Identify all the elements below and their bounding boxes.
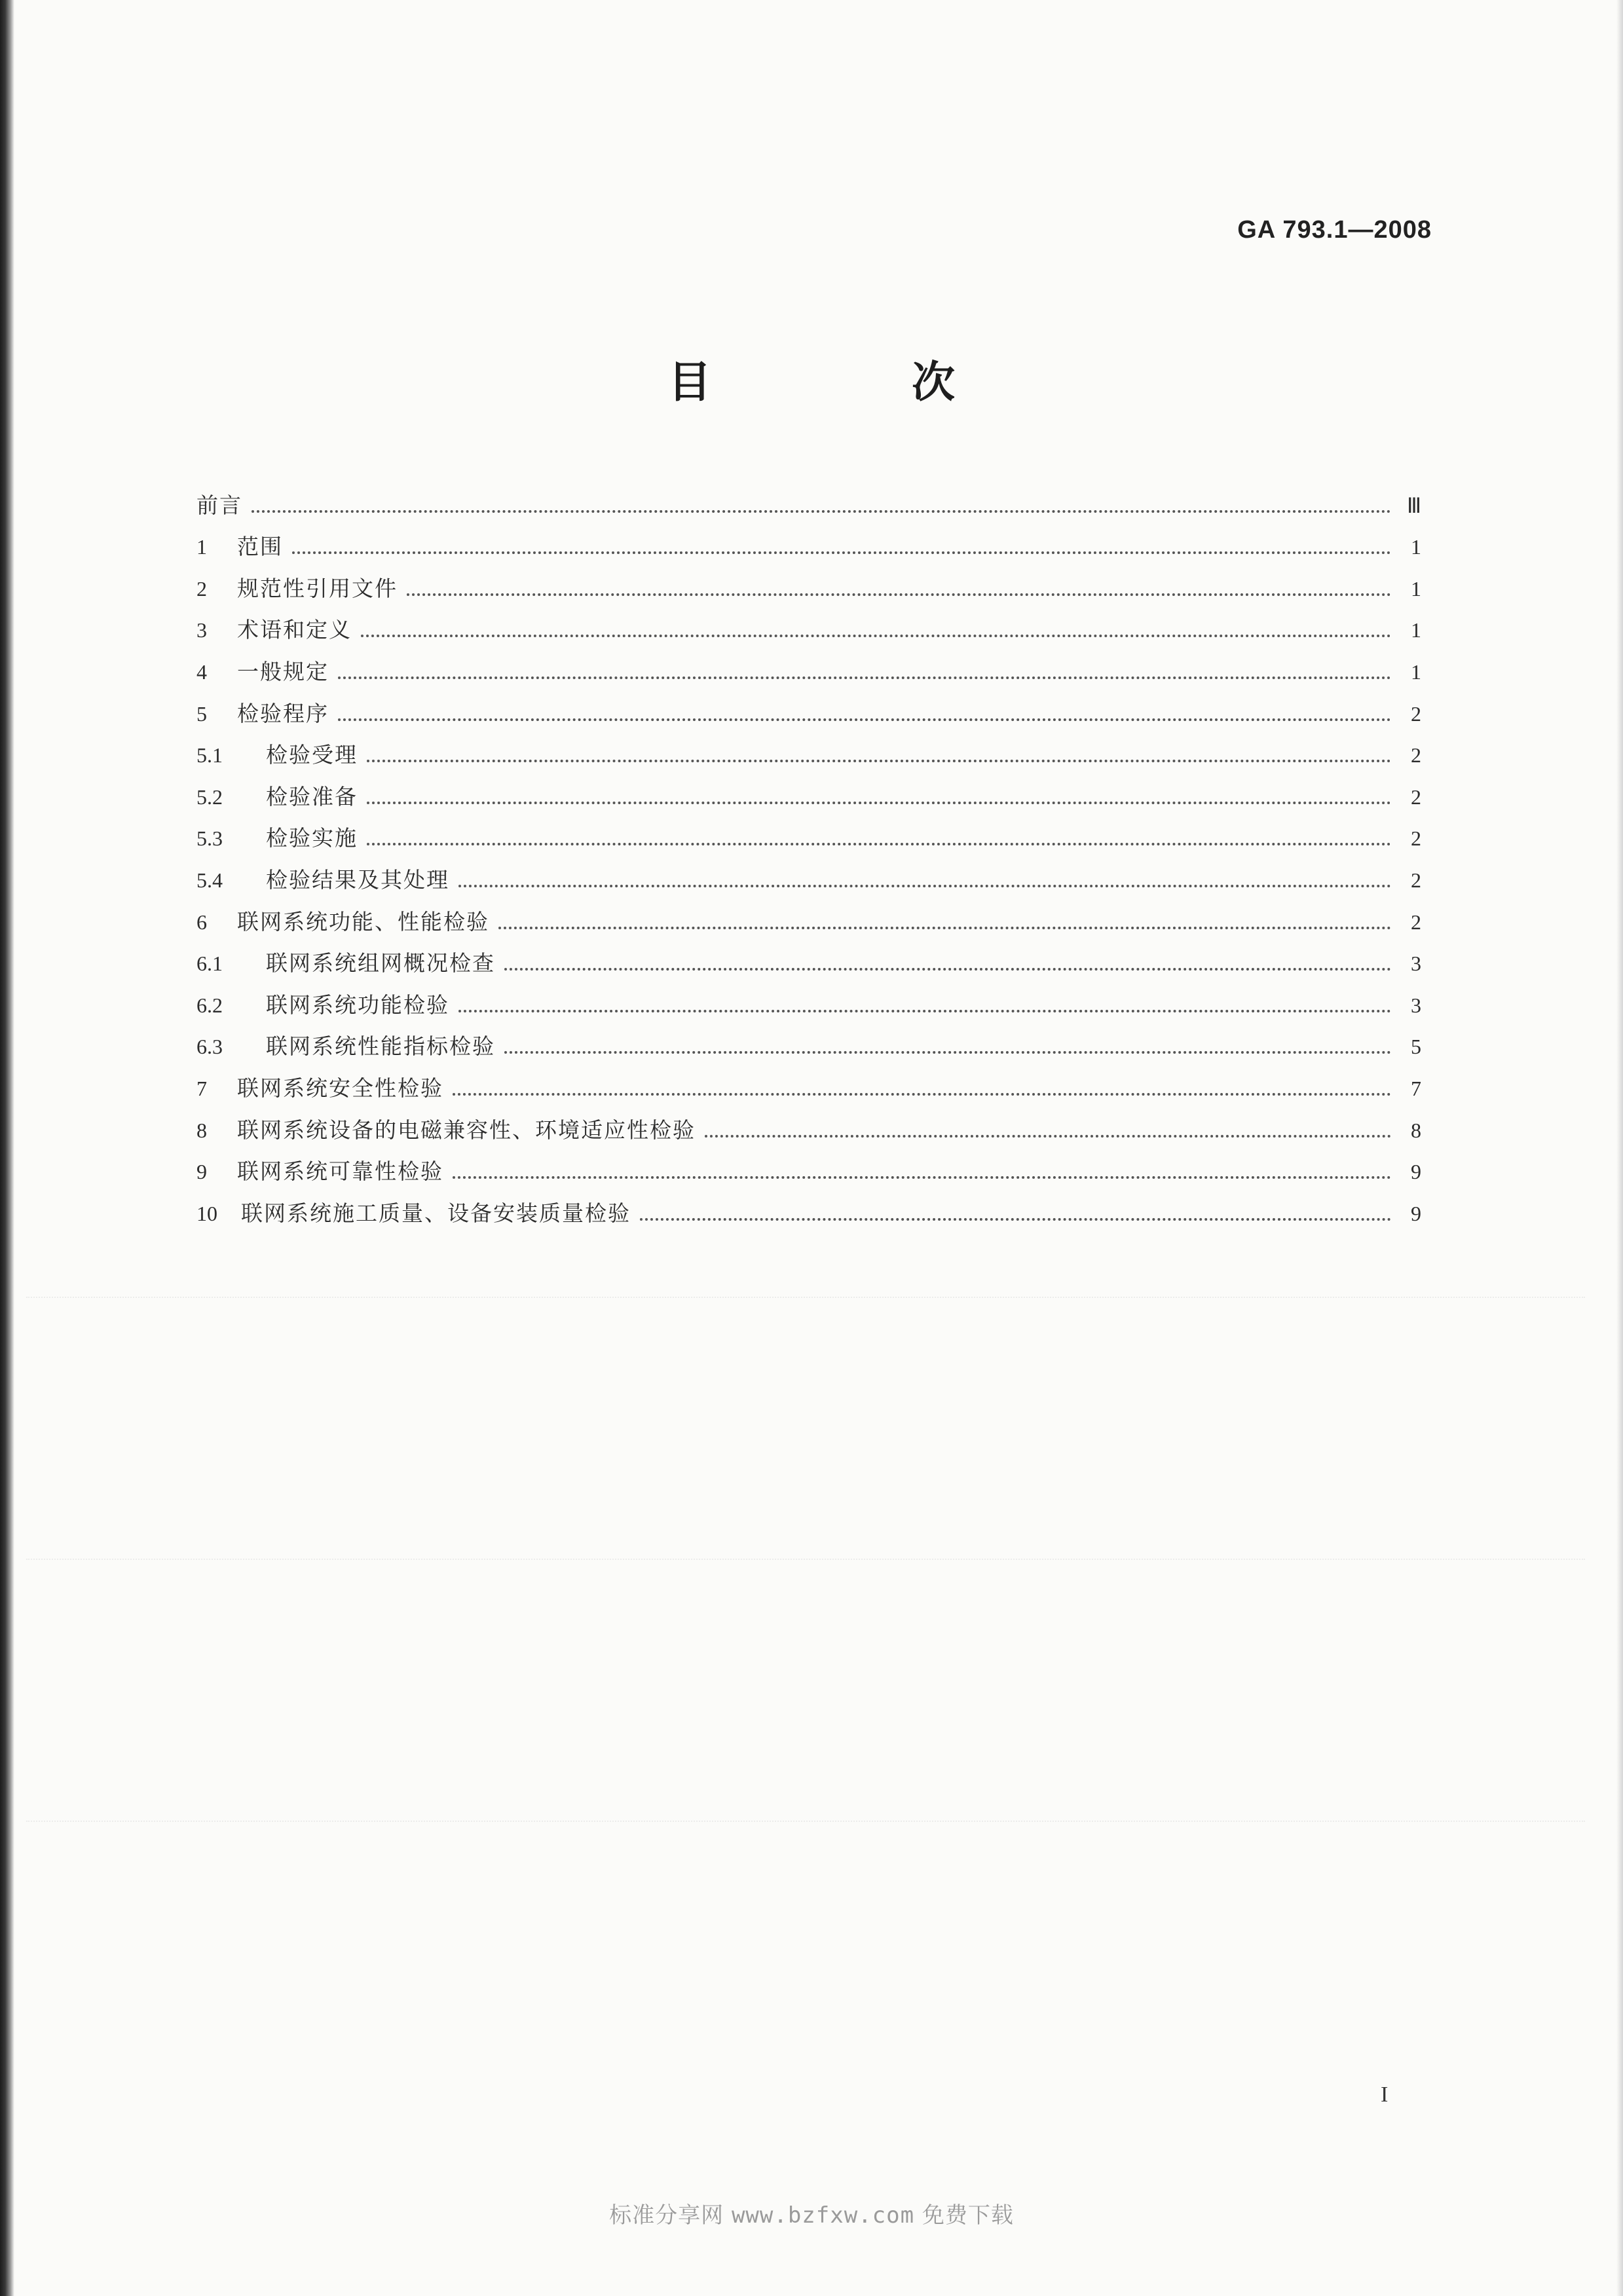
- page-number: I: [1381, 2083, 1389, 2107]
- toc-entry: [196, 1102, 1421, 1143]
- toc-entry-page: 1: [1411, 576, 1421, 601]
- toc-entry-page: 3: [1411, 952, 1421, 976]
- toc-leader-dots: [453, 1092, 1391, 1096]
- toc-entry: [196, 519, 1421, 561]
- scan-noise-line: [26, 1559, 1585, 1560]
- toc-entry: [196, 768, 1421, 810]
- toc-leader-dots: [367, 801, 1391, 804]
- toc-entry-number: 10: [196, 1201, 217, 1225]
- toc-entry-page: 2: [1411, 743, 1421, 768]
- toc-entry-number: 5.1: [196, 743, 223, 768]
- toc-entry-number: 6: [196, 910, 207, 934]
- toc-entry: [196, 976, 1421, 1018]
- toc-entry-number: 2: [196, 576, 207, 601]
- toc-leader-dots: [407, 593, 1391, 596]
- toc-entry-page: 7: [1411, 1076, 1421, 1100]
- scan-binding-shadow: [0, 0, 14, 2296]
- toc-leader-dots: [498, 926, 1391, 929]
- page-title: 目 次: [668, 357, 1034, 407]
- toc-entry-number: 5.3: [196, 826, 223, 851]
- toc-entry-number: 7: [196, 1076, 207, 1100]
- toc-entry: [196, 685, 1421, 727]
- toc-entry-number: 4: [196, 659, 207, 684]
- toc-leader-dots: [252, 509, 1391, 513]
- toc-entry-label: 联网系统功能、性能检验: [237, 908, 489, 935]
- toc-entry-label: 前言: [196, 492, 242, 518]
- toc-entry-number: 6.2: [196, 993, 223, 1017]
- toc-entry-page: 9: [1411, 1201, 1421, 1225]
- toc-leader-dots: [338, 718, 1391, 721]
- toc-entry-number: 1: [196, 535, 207, 559]
- toc-entry-label: 规范性引用文件: [237, 575, 398, 601]
- toc-leader-dots: [367, 842, 1391, 845]
- toc-entry-number: 8: [196, 1118, 207, 1142]
- toc-entry: [196, 477, 1421, 519]
- toc-entry-number: 5: [196, 701, 207, 726]
- toc-leader-dots: [458, 884, 1391, 887]
- toc-entry-label: 联网系统施工质量、设备安装质量检验: [241, 1200, 631, 1226]
- toc-entry: [196, 893, 1421, 935]
- toc-entry-label: 联网系统安全性检验: [237, 1075, 443, 1101]
- toc-entry: [196, 851, 1421, 893]
- toc-entry: [196, 935, 1421, 977]
- toc-entry: [196, 810, 1421, 852]
- toc-entry-page: 2: [1411, 785, 1421, 809]
- toc-entry-label: 联网系统可靠性检验: [237, 1158, 443, 1185]
- toc-entry: [196, 727, 1421, 769]
- scan-noise-line: [26, 1821, 1585, 1822]
- toc-entry-label: 一般规定: [237, 658, 329, 684]
- toc-leader-dots: [458, 1009, 1391, 1012]
- toc-leader-dots: [361, 634, 1391, 637]
- standard-code: GA 793.1—2008: [1237, 216, 1432, 244]
- toc-entry-page: 3: [1411, 993, 1421, 1017]
- toc-entry: [196, 1018, 1421, 1060]
- toc-entry-page: 1: [1411, 659, 1421, 684]
- toc-leader-dots: [367, 759, 1391, 762]
- toc-entry: [196, 643, 1421, 685]
- toc-entry-page: 2: [1411, 826, 1421, 851]
- toc-entry: [196, 1143, 1421, 1185]
- watermark-site: 标准分享网: [609, 2202, 724, 2229]
- watermark: [0, 2197, 1623, 2229]
- toc-entry-label: 联网系统性能指标检验: [266, 1033, 495, 1060]
- toc-entry-label: 范围: [237, 534, 283, 560]
- toc-entry-label: 检验结果及其处理: [266, 866, 449, 893]
- toc-entry-number: 5.2: [196, 785, 223, 809]
- toc-entry-label: 联网系统功能检验: [266, 991, 449, 1018]
- toc-entry-page: 1: [1411, 618, 1421, 642]
- toc-entry: [196, 1185, 1421, 1227]
- scan-noise-line: [26, 1297, 1585, 1298]
- toc-entry-number: 6.1: [196, 952, 223, 976]
- toc-entry-page: 2: [1411, 910, 1421, 934]
- toc-leader-dots: [705, 1134, 1391, 1138]
- toc-entry: [196, 560, 1421, 602]
- toc-entry-page: Ⅲ: [1406, 493, 1421, 517]
- toc-entry-page: 2: [1411, 868, 1421, 892]
- toc-leader-dots: [292, 551, 1391, 554]
- toc-entry-page: 5: [1411, 1035, 1421, 1059]
- toc-entry-label: 检验程序: [237, 700, 329, 726]
- toc-entry-label: 检验实施: [266, 825, 358, 851]
- toc-leader-dots: [504, 1050, 1391, 1054]
- toc-entry-label: 检验受理: [266, 742, 358, 768]
- toc-entry-label: 联网系统组网概况检查: [266, 950, 495, 976]
- toc-entry-label: 检验准备: [266, 783, 358, 809]
- watermark-url: www.bzfxw.com: [731, 2202, 915, 2229]
- toc-leader-dots: [453, 1176, 1391, 1179]
- scan-right-edge: [1616, 0, 1623, 2296]
- toc-entry-page: 8: [1411, 1118, 1421, 1142]
- toc-entry: [196, 602, 1421, 644]
- toc-entry-label: 联网系统设备的电磁兼容性、环境适应性检验: [237, 1117, 696, 1143]
- watermark-note: 免费下载: [922, 2202, 1014, 2229]
- toc-entry-number: 9: [196, 1160, 207, 1184]
- toc-entry-number: 5.4: [196, 868, 223, 892]
- toc-entry-number: 6.3: [196, 1035, 223, 1059]
- toc-entry-number: 3: [196, 618, 207, 642]
- toc-entry-page: 1: [1411, 535, 1421, 559]
- toc-leader-dots: [338, 676, 1391, 679]
- table-of-contents: [196, 477, 1421, 1227]
- toc-entry-page: 2: [1411, 701, 1421, 726]
- toc-entry-label: 术语和定义: [237, 617, 352, 643]
- toc-entry: [196, 1060, 1421, 1102]
- toc-leader-dots: [504, 967, 1391, 971]
- toc-entry-page: 9: [1411, 1160, 1421, 1184]
- toc-leader-dots: [640, 1217, 1391, 1221]
